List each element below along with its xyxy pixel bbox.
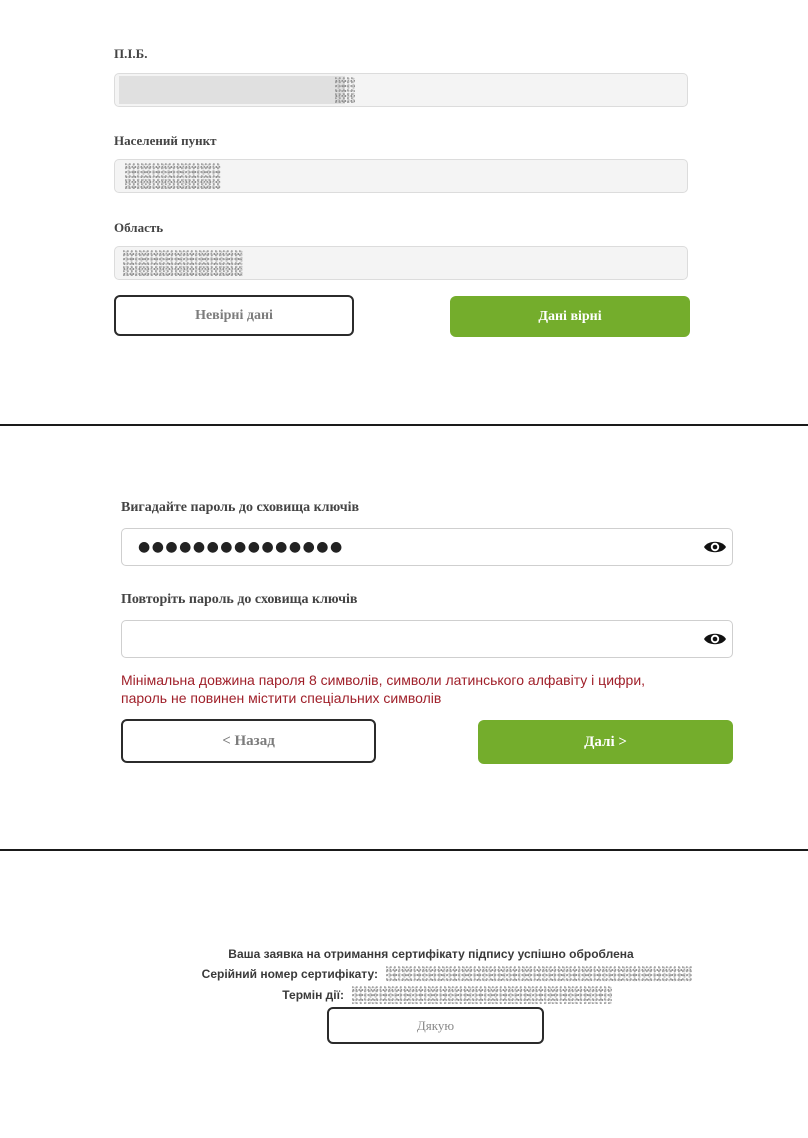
password-value: ●●●●●●●●●●●●●●● [138, 539, 344, 555]
section-divider [0, 849, 808, 851]
back-button[interactable]: < Назад [121, 719, 376, 763]
region-field [114, 246, 688, 280]
pib-field [114, 73, 688, 107]
redacted-value [352, 986, 612, 1004]
eye-icon[interactable] [703, 538, 727, 556]
redacted-value [123, 250, 243, 276]
error-line: пароль не повинен містити спеціальних символів [121, 690, 442, 706]
redacted-value [125, 163, 221, 189]
pib-label: П.І.Б. [114, 46, 148, 61]
eye-icon[interactable] [703, 630, 727, 648]
redacted-value [386, 966, 692, 982]
redacted-value [335, 77, 355, 103]
wrong-data-button[interactable]: Невірні дані [114, 295, 354, 336]
serial-label: Серійний номер сертифікату: [201, 967, 378, 981]
validity-label: Термін дії: [282, 988, 344, 1002]
success-message: Ваша заявка на отримання сертифікату підпису успішно оброблена [228, 947, 634, 961]
serial-value [386, 964, 692, 984]
password-input[interactable] [121, 528, 733, 566]
thanks-button[interactable]: Дякую [327, 1007, 544, 1044]
error-line: Мінімальна довжина пароля 8 символів, символи латинського алфавіту і цифри, [121, 672, 646, 688]
password-label: Вигадайте пароль до сховища ключів [121, 500, 360, 515]
redacted-value [119, 76, 345, 104]
password-error-message [121, 671, 741, 707]
region-label: Область [114, 220, 164, 235]
section-divider [0, 424, 808, 426]
correct-data-button[interactable]: Дані вірні [450, 296, 690, 337]
repeat-password-input[interactable] [121, 620, 733, 658]
settlement-field [114, 159, 688, 193]
next-button[interactable]: Далі > [478, 720, 733, 764]
validity-value [352, 984, 612, 1006]
repeat-password-label: Повторіть пароль до сховища ключів [121, 592, 358, 607]
settlement-label: Населений пункт [114, 133, 217, 148]
